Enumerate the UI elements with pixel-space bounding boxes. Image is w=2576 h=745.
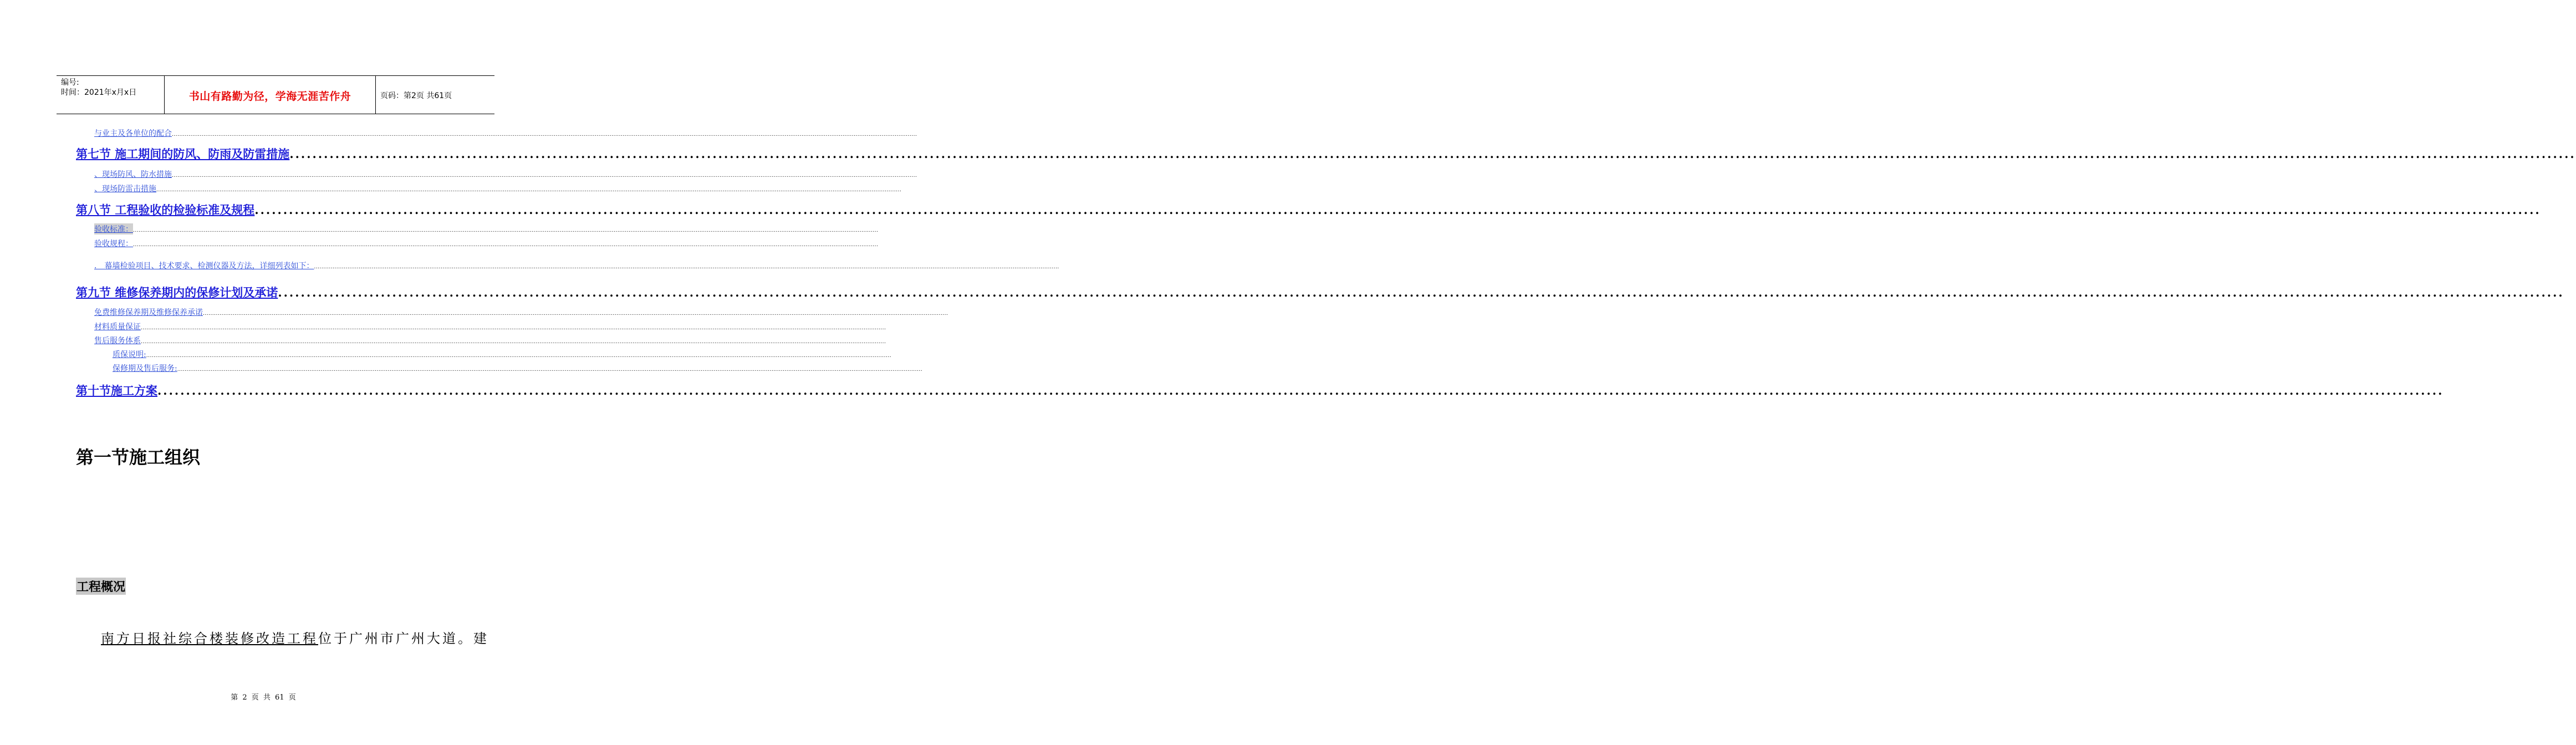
- toc-entry-link[interactable]: 材料质量保证: [94, 323, 141, 331]
- toc-entry[interactable]: [76, 145, 2576, 162]
- project-name: 南方日报社综合楼装修改造工程: [101, 631, 318, 646]
- toc-entry-link[interactable]: 与业主及各单位的配合: [94, 129, 172, 138]
- toc-entry-link[interactable]: 第七节 施工期间的防风、防雨及防雷措施: [76, 147, 290, 161]
- toc-leader-dots: ................................................................................................................................................................................................................................................................................................................................................................................................................: [177, 367, 923, 372]
- toc-entry-link[interactable]: 验收标准：: [94, 223, 133, 234]
- toc-entry-link[interactable]: 保修期及售后服务:: [113, 364, 177, 373]
- document-number-label: 编号:: [61, 78, 79, 87]
- toc-leader-dots: ................................................................................................................................................................................................................................................................................................................................................................................................................: [141, 339, 886, 345]
- toc-entry[interactable]: [94, 307, 948, 318]
- page-footer: 第 2 页 共 61 页: [231, 693, 296, 702]
- toc-entry[interactable]: [113, 363, 923, 374]
- toc-entry[interactable]: [94, 335, 886, 346]
- toc-leader-dots: ................................................................................................................................................................................................................................................................................................................................................................................................................: [172, 173, 917, 178]
- header-page-number: 页码：第2页 共61页: [380, 91, 452, 100]
- toc-entry[interactable]: [94, 127, 917, 139]
- document-time-label: 时间：2021年x月x日: [61, 88, 137, 97]
- toc-leader-dots: ................................................................................................................................................................................................................................................................................................................................................................................................................: [157, 384, 2444, 397]
- toc-leader-dots: ................................................................................................................................................................................................................................................................................................................................................................................................................: [278, 285, 2564, 299]
- toc-leader-dots: ................................................................................................................................................................................................................................................................................................................................................................................................................: [133, 228, 879, 233]
- toc-entry-link[interactable]: 第八节 工程验收的检验标准及规程: [76, 203, 255, 217]
- toc-entry-link[interactable]: 免费维修保养期及维修保养承诺: [94, 308, 203, 317]
- toc-leader-dots: ................................................................................................................................................................................................................................................................................................................................................................................................................: [146, 353, 892, 359]
- header-motto: 书山有路勤为径，学海无涯苦作舟: [188, 90, 351, 103]
- toc-entry-link[interactable]: 、现场防风、防水措施: [94, 170, 172, 179]
- toc-entry-link[interactable]: 售后服务体系: [94, 336, 141, 345]
- toc-leader-dots: ................................................................................................................................................................................................................................................................................................................................................................................................................: [156, 187, 902, 193]
- toc-entry[interactable]: [113, 349, 892, 360]
- toc-entry[interactable]: [94, 183, 902, 194]
- subsection-title: 工程概况: [76, 578, 126, 595]
- toc-entry[interactable]: [94, 260, 1059, 271]
- header-page-cell: [376, 76, 494, 114]
- toc-entry[interactable]: [76, 382, 2444, 399]
- toc-entry-link[interactable]: 验收规程：: [94, 239, 133, 248]
- paragraph-text: 位于广州市广州大道。建: [318, 631, 489, 646]
- toc-leader-dots: ................................................................................................................................................................................................................................................................................................................................................................................................................: [133, 242, 879, 248]
- toc-entry-link[interactable]: 、现场防雷击措施: [94, 185, 156, 193]
- toc-entry[interactable]: [94, 238, 879, 249]
- toc-leader-dots: ................................................................................................................................................................................................................................................................................................................................................................................................................: [172, 132, 917, 137]
- toc-leader-dots: ................................................................................................................................................................................................................................................................................................................................................................................................................: [289, 147, 2576, 161]
- toc-leader-dots: ................................................................................................................................................................................................................................................................................................................................................................................................................: [314, 264, 1059, 270]
- header-meta-cell: [57, 76, 165, 114]
- section-title: 第一节施工组织: [76, 447, 201, 468]
- toc-leader-dots: ................................................................................................................................................................................................................................................................................................................................................................................................................: [254, 203, 2541, 217]
- toc-leader-dots: ................................................................................................................................................................................................................................................................................................................................................................................................................: [203, 311, 948, 317]
- toc-entry[interactable]: [76, 284, 2564, 300]
- toc-entry-link[interactable]: 第九节 维修保养期内的保修计划及承诺: [76, 285, 278, 299]
- body-paragraph: [101, 627, 489, 647]
- toc-entry[interactable]: [76, 201, 2541, 218]
- toc-entry-link[interactable]: 第十节施工方案: [76, 384, 157, 397]
- header-motto-cell: [165, 76, 376, 114]
- toc-leader-dots: ................................................................................................................................................................................................................................................................................................................................................................................................................: [141, 325, 886, 331]
- toc-entry[interactable]: [94, 169, 917, 180]
- toc-entry[interactable]: [94, 321, 886, 332]
- header-table: [57, 75, 494, 114]
- toc-entry-link[interactable]: ． 幕墙检验项目、技术要求、检测仪器及方法，详细列表如下：: [94, 262, 314, 271]
- toc-entry[interactable]: [94, 223, 879, 234]
- toc-entry-link[interactable]: 质保说明:: [113, 350, 146, 359]
